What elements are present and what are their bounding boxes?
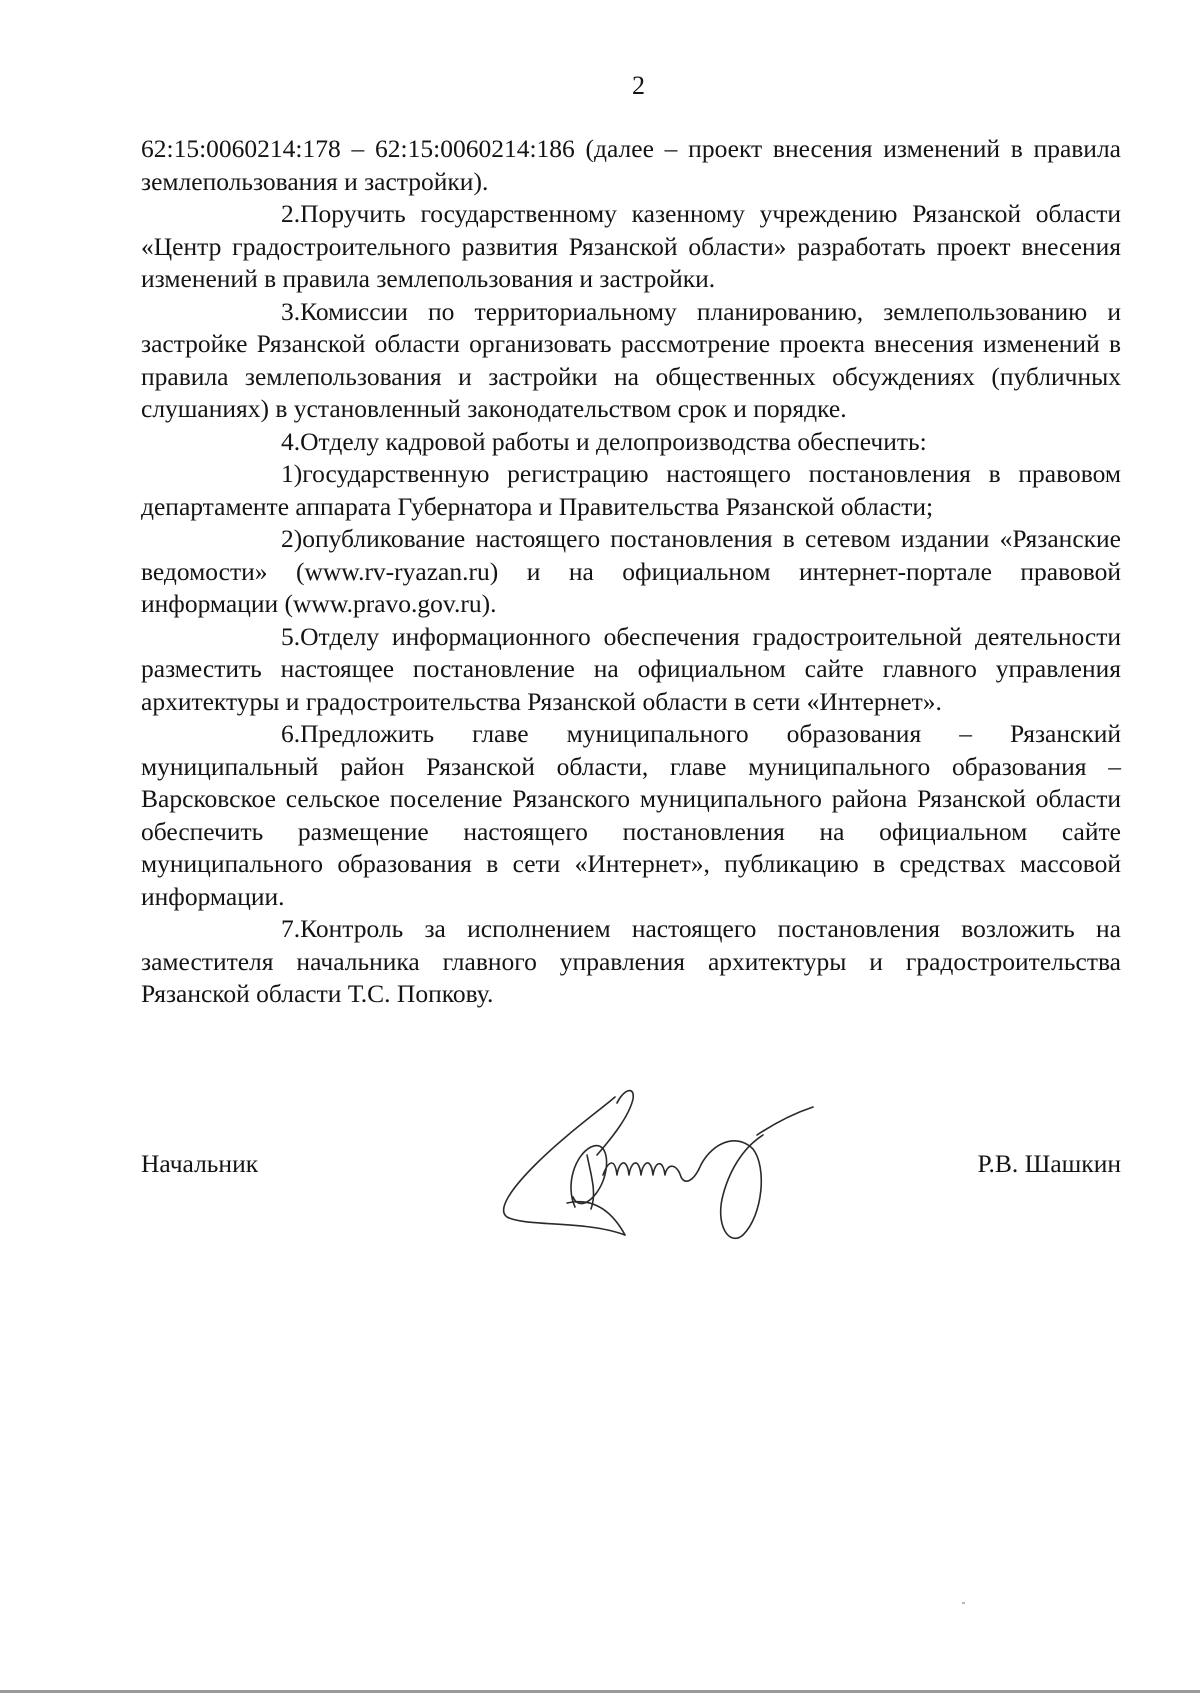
paragraph-text: Отделу информационного обеспечения градостроительной деятельности разместить настоящее постановление на официальном сайте главного управления архитектуры и градостроительства Рязанской области в сети «Интернет».: [141, 621, 1121, 716]
handwritten-signature: [495, 1085, 855, 1250]
paragraph-2: [141, 198, 1121, 296]
scan-edge-line: [0, 1690, 1200, 1693]
document-body: [141, 133, 1121, 1011]
paragraph-number: 4.: [281, 426, 301, 456]
paragraph-number: 3.: [281, 296, 301, 326]
paragraph-number: 2.: [281, 199, 301, 228]
paragraph-number: 7.: [281, 914, 301, 943]
page-number: 2: [632, 71, 645, 100]
signatory-title: Начальник: [141, 1149, 259, 1178]
paragraph-1-continuation: [141, 133, 1121, 198]
subparagraph-4-2: [141, 523, 1121, 621]
paragraph-text: Предложить главе муниципального образования – Рязанский муниципальный район Рязанской области, главе муниципального образования – Варсковское сельское поселение Рязанского муниципального района Рязанской области обеспечить размещение настоящего постановления на официальном сайте муниципального образования в сети «Интернет», публикацию в средствах массовой информации.: [141, 719, 1121, 911]
paragraph-5: [141, 621, 1121, 719]
paragraph-number: 5.: [281, 621, 301, 651]
paragraph-text: опубликование настоящего постановления в сетевом издании «Рязанские ведомости» (www.rv-ryazan.ru) и на официальном интернет-портале правовой информации (www.pravo.gov.ru).: [141, 524, 1121, 618]
paragraph-text: Отделу кадровой работы и делопроизводства обеспечить:: [300, 426, 927, 456]
signatory-name: Р.В. Шашкин: [977, 1149, 1121, 1178]
paragraph-6: [141, 718, 1121, 913]
paragraph-number: 6.: [281, 719, 301, 748]
paragraph-text: Комиссии по территориальному планированию, землепользованию и застройке Рязанской области организовать рассмотрение проекта внесения изменений в правила землепользования и застройки на общественных обсуждениях (публичных слушаниях) в установленный законодательством срок и порядке.: [141, 296, 1121, 423]
paragraph-text: Контроль за исполнением настоящего постановления возложить на заместителя начальника главного управления архитектуры и градостроительства Рязанской области Т.С. Попкову.: [141, 914, 1121, 1008]
paragraph-number: 2): [281, 524, 303, 553]
paragraph-text: 62:15:0060214:178 – 62:15:0060214:186 (далее – проект внесения изменений в правила землепользования и застройки).: [141, 134, 1121, 196]
paragraph-3: [141, 296, 1121, 426]
paragraph-7: [141, 913, 1121, 1011]
paragraph-text: государственную регистрацию настоящего постановления в правовом департаменте аппарата Губернатора и Правительства Рязанской области;: [141, 459, 1121, 521]
paragraph-number: 1): [281, 459, 303, 488]
paragraph-text: Поручить государственному казенному учреждению Рязанской области «Центр градостроительного развития Рязанской области» разработать проект внесения изменений в правила землепользования и застройки.: [141, 199, 1121, 293]
scan-speck: [962, 1602, 965, 1604]
subparagraph-4-1: [141, 458, 1121, 523]
paragraph-4: [141, 426, 1121, 459]
